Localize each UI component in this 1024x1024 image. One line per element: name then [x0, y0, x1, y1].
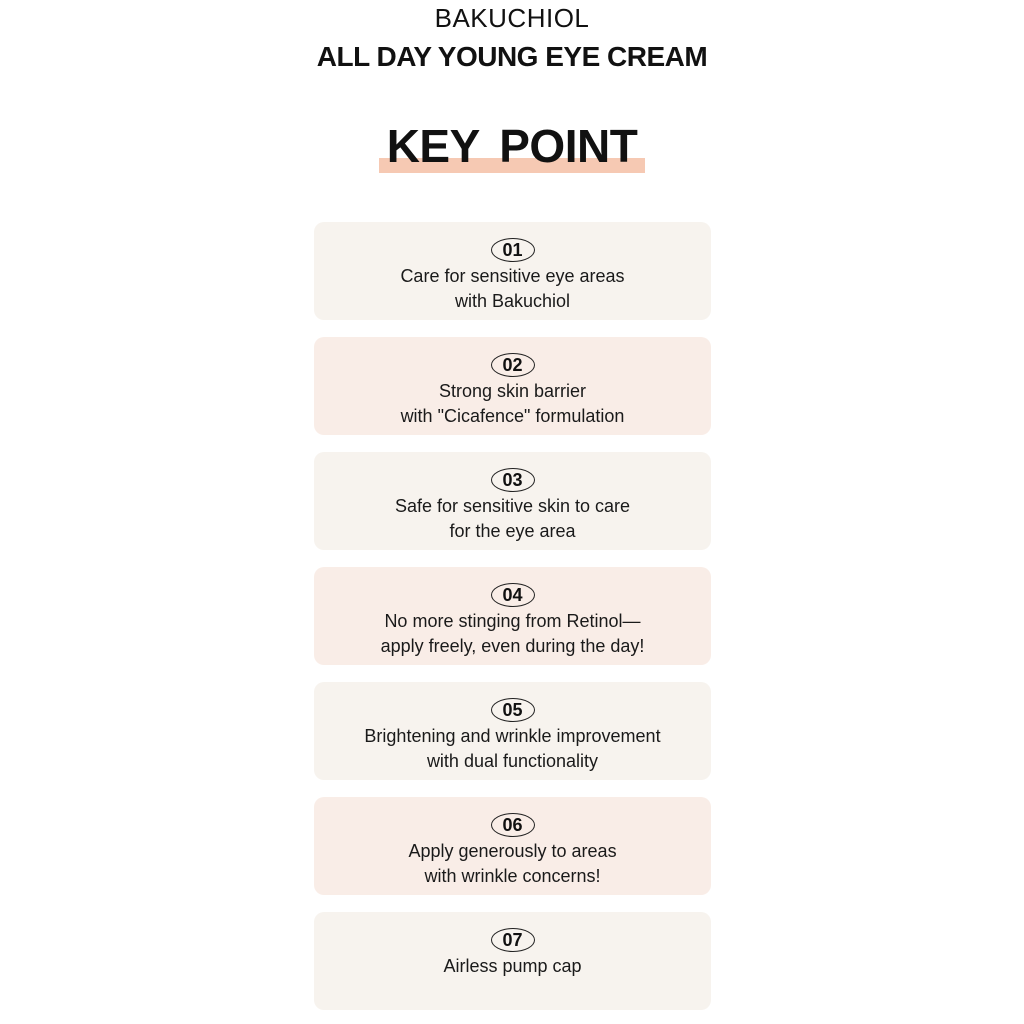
point-text-line-2: with Bakuchiol	[454, 291, 571, 311]
key-point-card-07	[314, 912, 711, 1010]
key-point-card-04	[314, 567, 711, 665]
point-text-line-2: apply freely, even during the day!	[380, 636, 645, 656]
point-text-line-1: Safe for sensitive skin to care	[394, 496, 631, 516]
point-text-line-1: Strong skin barrier	[438, 381, 587, 401]
point-number-badge: 05	[491, 698, 535, 722]
key-point-card-01	[314, 222, 711, 320]
point-number-badge: 07	[491, 928, 535, 952]
point-number-badge: 02	[491, 353, 535, 377]
point-number-badge: 06	[491, 813, 535, 837]
key-point-title-text: KEY POINT	[386, 120, 638, 172]
key-point-card-03	[314, 452, 711, 550]
point-text-line-1: Airless pump cap	[443, 956, 582, 976]
point-text-line-1: Brightening and wrinkle improvement	[364, 726, 661, 746]
key-point-title	[379, 118, 646, 174]
key-point-list	[314, 222, 711, 1024]
point-number-badge: 01	[491, 238, 535, 262]
brand-name: BAKUCHIOL	[434, 3, 590, 33]
key-point-heading	[0, 118, 1024, 174]
key-point-card-06	[314, 797, 711, 895]
point-text-line-2: with "Cicafence" formulation	[400, 406, 625, 426]
point-text-line-2: with wrinkle concerns!	[424, 866, 601, 886]
point-text-line-2: with dual functionality	[426, 751, 599, 771]
point-number-badge: 04	[491, 583, 535, 607]
key-point-card-05	[314, 682, 711, 780]
point-number-badge: 03	[491, 468, 535, 492]
key-point-card-02	[314, 337, 711, 435]
point-text-line-2: for the eye area	[449, 521, 576, 541]
point-text-line-1: No more stinging from Retinol—	[384, 611, 641, 631]
point-text-line-1: Apply generously to areas	[408, 841, 617, 861]
product-title: ALL DAY YOUNG EYE CREAM	[316, 41, 708, 72]
point-text-line-1: Care for sensitive eye areas	[400, 266, 625, 286]
